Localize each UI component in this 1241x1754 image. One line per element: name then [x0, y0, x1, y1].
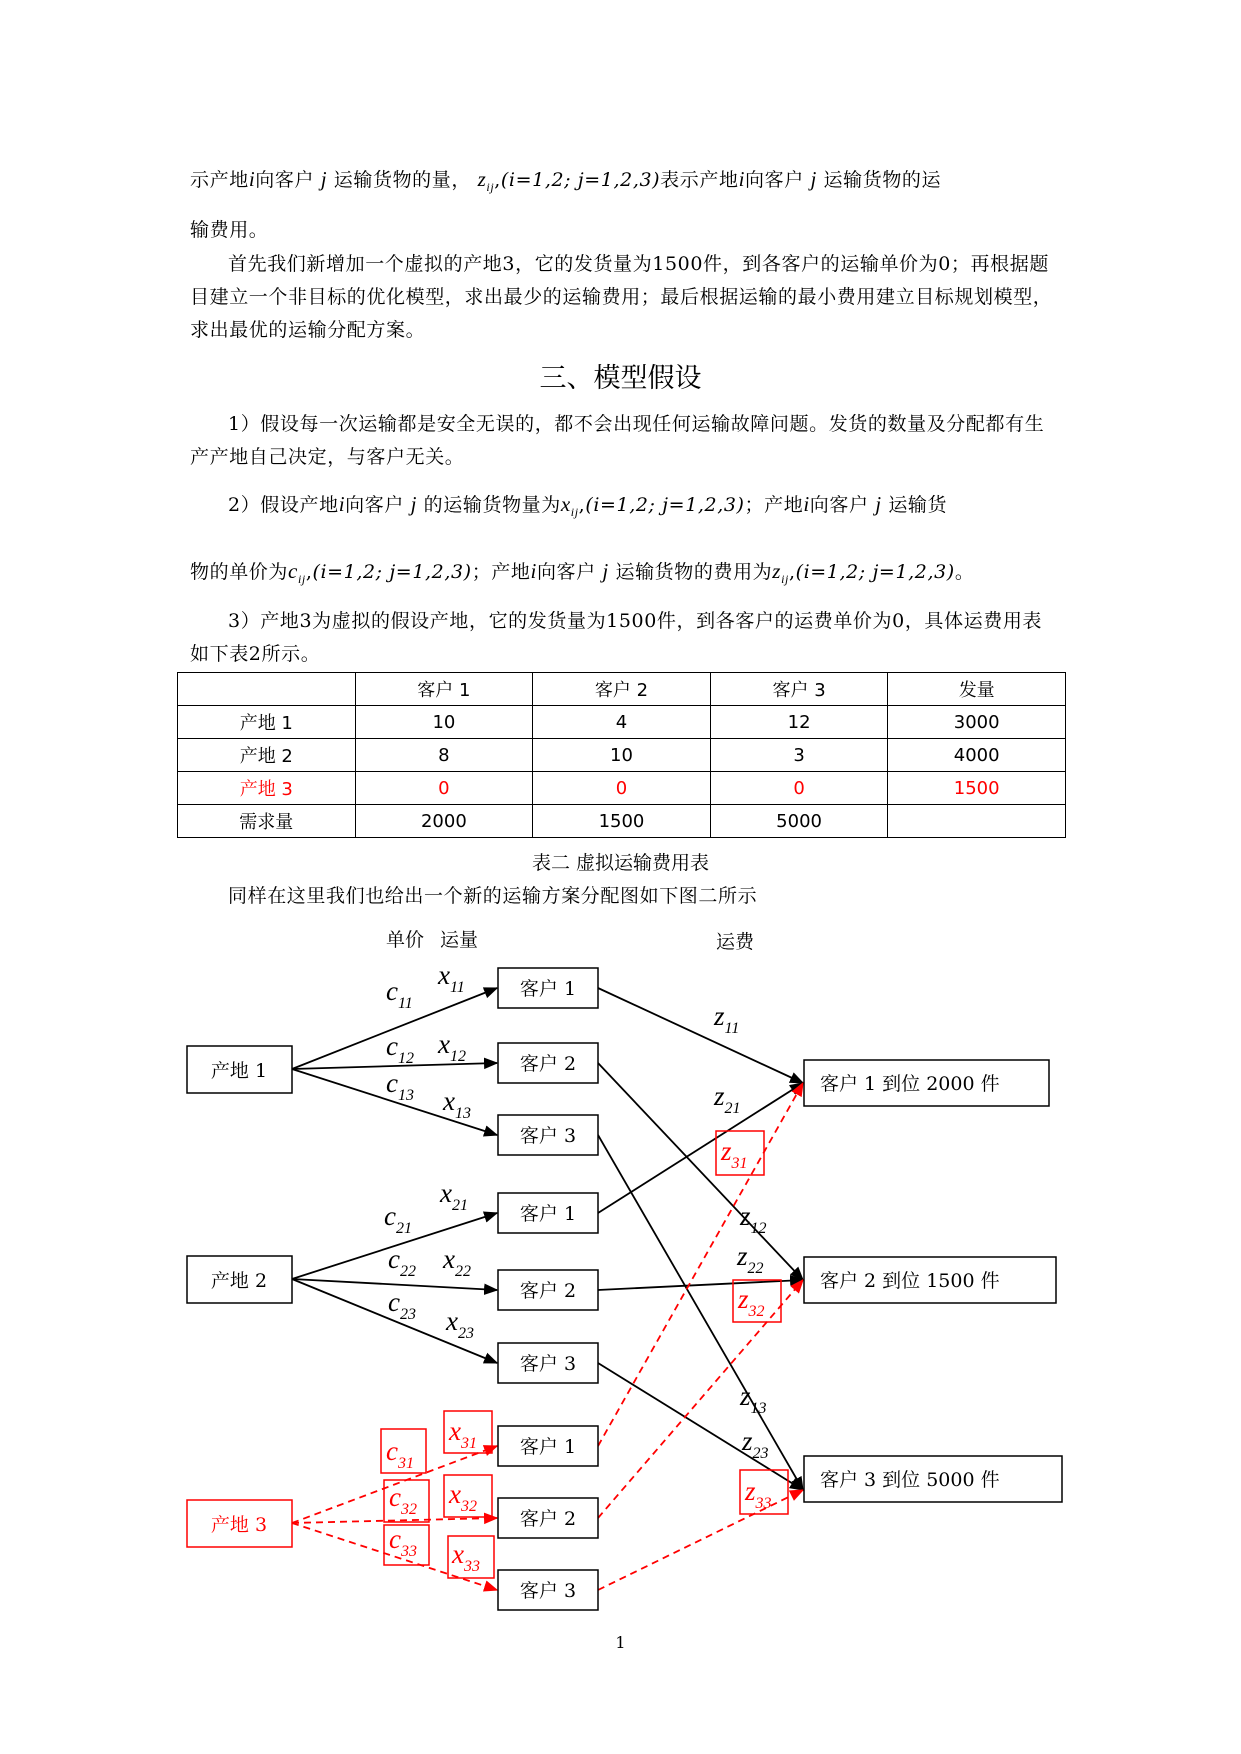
table-cell: 0 — [710, 772, 888, 805]
table-cell: 1500 — [533, 805, 711, 838]
page-number: 1 — [615, 1633, 626, 1652]
svg-text:x31: $x_{31}$ — [449, 1416, 477, 1452]
table-cell: 3000 — [888, 706, 1066, 739]
destination-1-label: 客户 1 到位 2000 件 — [820, 1073, 1000, 1095]
svg-text:c13: $c_{13}$ — [386, 1068, 414, 1104]
customer-label: 客户 1 — [519, 1436, 577, 1458]
svg-text:x32: $x_{32}$ — [449, 1479, 477, 1515]
svg-text:z22: $z_{22}$ — [737, 1241, 764, 1277]
table-cell: 12 — [710, 706, 888, 739]
header-freight: 运费 — [716, 931, 755, 953]
svg-text:c23: $c_{23}$ — [388, 1287, 416, 1323]
customer-label: 客户 3 — [519, 1353, 577, 1375]
customer-label: 客户 2 — [519, 1053, 577, 1075]
svg-text:x23: $x_{23}$ — [446, 1306, 474, 1342]
header-volume: 运量 — [440, 929, 479, 951]
table-caption: 表二 虚拟运输费用表 — [531, 852, 710, 874]
svg-text:x12: $x_{12}$ — [438, 1029, 466, 1065]
table-cell: 发量 — [888, 673, 1066, 706]
section-heading: 三、模型假设 — [539, 363, 702, 394]
destination-3-label: 客户 3 到位 5000 件 — [820, 1469, 1000, 1491]
origin-1-label: 产地 1 — [210, 1060, 268, 1082]
customer-label: 客户 3 — [519, 1580, 577, 1602]
assumption-1: 1）假设每一次运输都是安全无误的，都不会出现任何运输故障问题。发货的数量及分配都有生产产地自己决定，与客户无关。 — [190, 413, 1045, 468]
svg-text:z21: $z_{21}$ — [714, 1081, 741, 1117]
svg-text:z23: $z_{23}$ — [742, 1426, 769, 1462]
assumption-2-line2: 物的单价为$c_{ij},(i=1,2$; j=1,2,3)；产地i向客户 j 运输货物的费用为$z_{ij},(i=1,2$; j=1,2,3)。 — [190, 559, 975, 587]
svg-text:c21: $c_{21}$ — [384, 1201, 412, 1237]
para1-line1: 示产地i向客户 j 运输货物的量， $z_{ij},(i=1,2$; j=1,2,3)表示产地i向客户 j 运输货物的运 — [190, 167, 942, 195]
header-unit-price: 单价 — [386, 929, 425, 951]
table-cell: 3 — [710, 739, 888, 772]
assumption-3: 3）产地3为虚拟的假设产地，它的发货量为1500件，到各客户的运费单价为0，具体运费用表如下表2所示。 — [190, 610, 1043, 665]
svg-text:x22: $x_{22}$ — [443, 1244, 471, 1280]
svg-text:x13: $x_{13}$ — [443, 1086, 471, 1122]
para1-line2: 输费用。 — [190, 219, 269, 241]
table-cell: 5000 — [710, 805, 888, 838]
customer-to-destination-arrows — [598, 988, 803, 1490]
svg-text:c32: $c_{32}$ — [389, 1482, 417, 1518]
table-cell: 10 — [533, 739, 711, 772]
table-cell: 0 — [533, 772, 711, 805]
origin-2-label: 产地 2 — [210, 1270, 268, 1292]
table-cell: 1500 — [888, 772, 1066, 805]
customer-label: 客户 1 — [519, 978, 577, 1000]
table-cell: 4 — [533, 706, 711, 739]
svg-text:c11: $c_{11}$ — [386, 976, 413, 1012]
svg-text:z11: $z_{11}$ — [714, 1001, 740, 1037]
svg-text:z31: $z_{31}$ — [721, 1136, 748, 1172]
svg-text:c31: $c_{31}$ — [386, 1436, 414, 1472]
table-cell: 2000 — [355, 805, 533, 838]
svg-text:z12: $z_{12}$ — [740, 1201, 767, 1237]
customer-label: 客户 3 — [519, 1125, 577, 1147]
svg-text:z32: $z_{32}$ — [738, 1284, 765, 1320]
svg-text:z13: $z_{13}$ — [740, 1381, 767, 1417]
paragraph-intro: 首先我们新增加一个虚拟的产地3，它的发货量为1500件，到各客户的运输单价为0；再根据题目建立一个非目标的优化模型，求出最少的运输费用；最后根据运输的最小费用建立目标规划模型，求出最优的运输分配方案。 — [190, 253, 1053, 341]
figure-intro: 同样在这里我们也给出一个新的运输方案分配图如下图二所示 — [228, 885, 758, 907]
svg-text:x11: $x_{11}$ — [438, 960, 465, 996]
svg-text:c12: $c_{12}$ — [386, 1031, 414, 1067]
table-cell: 0 — [355, 772, 533, 805]
table-cell: 产地 2 — [178, 739, 356, 772]
table-cell: 产地 1 — [178, 706, 356, 739]
svg-text:c33: $c_{33}$ — [389, 1524, 417, 1560]
svg-text:c22: $c_{22}$ — [388, 1244, 416, 1280]
table-cell: 产地 3 — [178, 772, 356, 805]
svg-text:z33: $z_{33}$ — [745, 1476, 772, 1512]
origin-3-label: 产地 3 — [210, 1514, 268, 1536]
svg-text:x33: $x_{33}$ — [452, 1539, 480, 1575]
table-cell: 需求量 — [178, 805, 356, 838]
table-cell: 客户 1 — [355, 673, 533, 706]
table-cell: 客户 2 — [533, 673, 711, 706]
table-cell: 4000 — [888, 739, 1066, 772]
customer-label: 客户 2 — [519, 1280, 577, 1302]
table-cell: 10 — [355, 706, 533, 739]
destination-2-label: 客户 2 到位 1500 件 — [820, 1270, 1000, 1292]
assumption-2-line1: 2）假设产地i向客户 j 的运输货物量为$x_{ij},(i=1,2$; j=1,2,3)；产地i向客户 j 运输货 — [228, 492, 948, 520]
customer-label: 客户 2 — [519, 1508, 577, 1530]
table-cell: 8 — [355, 739, 533, 772]
customer-label: 客户 1 — [519, 1203, 577, 1225]
svg-text:x21: $x_{21}$ — [440, 1178, 468, 1214]
table-cell: 客户 3 — [710, 673, 888, 706]
